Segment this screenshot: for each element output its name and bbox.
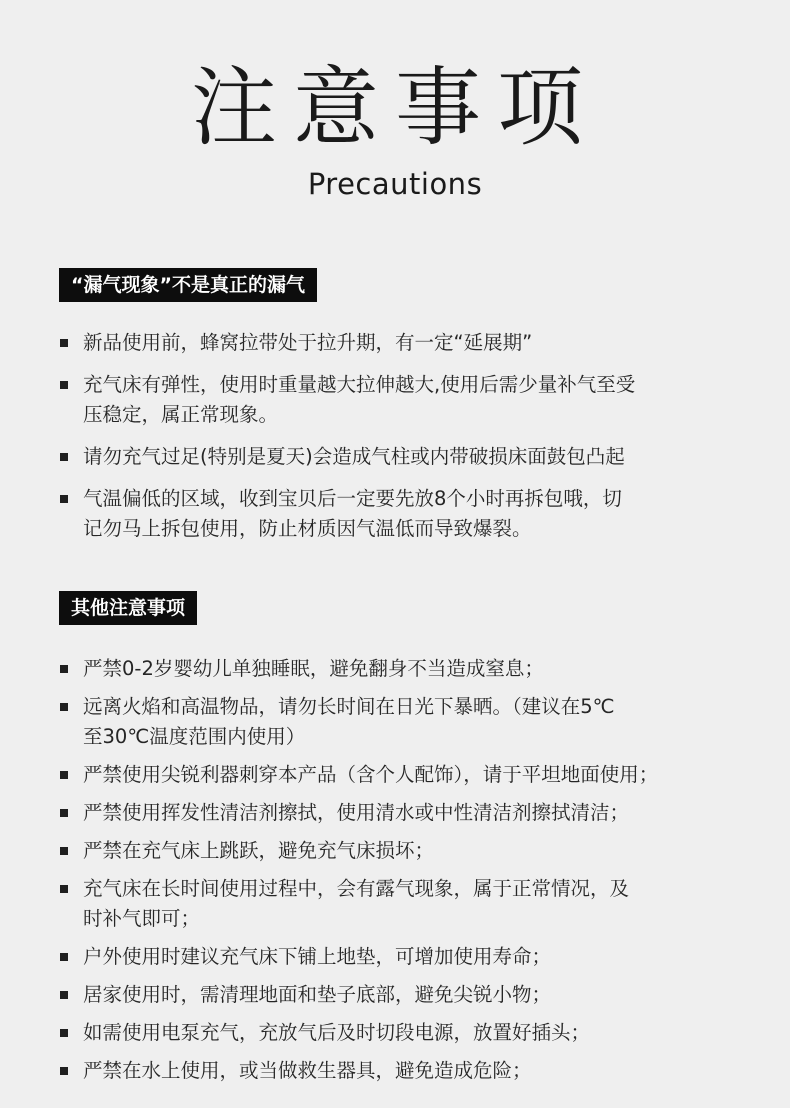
list-item [58, 1018, 770, 1048]
list-item-text: 气温偏低的区域，收到宝贝后一定要先放8个小时再拆包哦，切 记勿马上拆包使用，防止材质因气温低而导致爆裂。 [83, 487, 622, 540]
list-item-text: 严禁在充气床上跳跃，避免充气床损坏； [83, 839, 435, 862]
page-title: 注意事项 [191, 58, 599, 158]
bullet-icon [60, 703, 68, 711]
list-item [58, 836, 770, 866]
list-item-text: 严禁使用尖锐利器刺穿本产品（含个人配饰），请于平坦地面使用； [83, 763, 659, 786]
other-notes-list [58, 654, 770, 1094]
bullet-icon [60, 453, 68, 461]
list-item [58, 760, 770, 790]
list-item-text: 请勿充气过足(特别是夏天)会造成气柱或内带破损床面鼓包凸起 [83, 445, 625, 468]
bullet-icon [60, 885, 68, 893]
list-item-text: 充气床在长时间使用过程中，会有露气现象，属于正常情况，及 时补气即可； [83, 877, 630, 930]
list-item [58, 328, 770, 358]
page-subtitle: Precautions [307, 167, 483, 201]
bullet-icon [60, 339, 68, 347]
list-item [58, 798, 770, 828]
list-item [58, 692, 770, 752]
bullet-icon [60, 771, 68, 779]
bullet-icon [60, 809, 68, 817]
list-item [58, 370, 770, 430]
bullet-icon [60, 495, 68, 503]
list-item [58, 874, 770, 934]
list-item-text: 新品使用前，蜂窝拉带处于拉升期，有一定“延展期” [83, 331, 533, 354]
bullet-icon [60, 847, 68, 855]
list-item-text: 户外使用时建议充气床下铺上地垫，可增加使用寿命； [83, 945, 552, 968]
bullet-icon [60, 1029, 68, 1037]
list-item [58, 654, 770, 684]
list-item-text: 居家使用时，需清理地面和垫子底部，避免尖锐小物； [83, 983, 552, 1006]
list-item [58, 442, 770, 472]
bullet-icon [60, 953, 68, 961]
bullet-icon [60, 665, 68, 673]
list-item-text: 严禁0-2岁婴幼儿单独睡眠，避免翻身不当造成窒息； [83, 657, 544, 680]
list-item-text: 充气床有弹性，使用时重量越大拉伸越大,使用后需少量补气至受 压稳定，属正常现象。 [83, 373, 636, 426]
section-heading-other: 其他注意事项 [59, 591, 197, 625]
list-item [58, 1056, 770, 1086]
list-item-text: 严禁使用挥发性清洁剂擦拭，使用清水或中性清洁剂擦拭清洁； [83, 801, 630, 824]
bullet-icon [60, 1067, 68, 1075]
section-heading-leak: “漏气现象”不是真正的漏气 [59, 268, 317, 302]
list-item-text: 严禁在水上使用，或当做救生器具，避免造成危险； [83, 1059, 532, 1082]
leak-notes-list [58, 328, 770, 556]
list-item [58, 980, 770, 1010]
bullet-icon [60, 381, 68, 389]
list-item-text: 如需使用电泵充气，充放气后及时切段电源，放置好插头； [83, 1021, 591, 1044]
list-item [58, 942, 770, 972]
bullet-icon [60, 991, 68, 999]
list-item-text: 远离火焰和高温物品，请勿长时间在日光下暴晒。（建议在5℃ 至30℃温度范围内使用） [83, 695, 615, 748]
list-item [58, 484, 770, 544]
